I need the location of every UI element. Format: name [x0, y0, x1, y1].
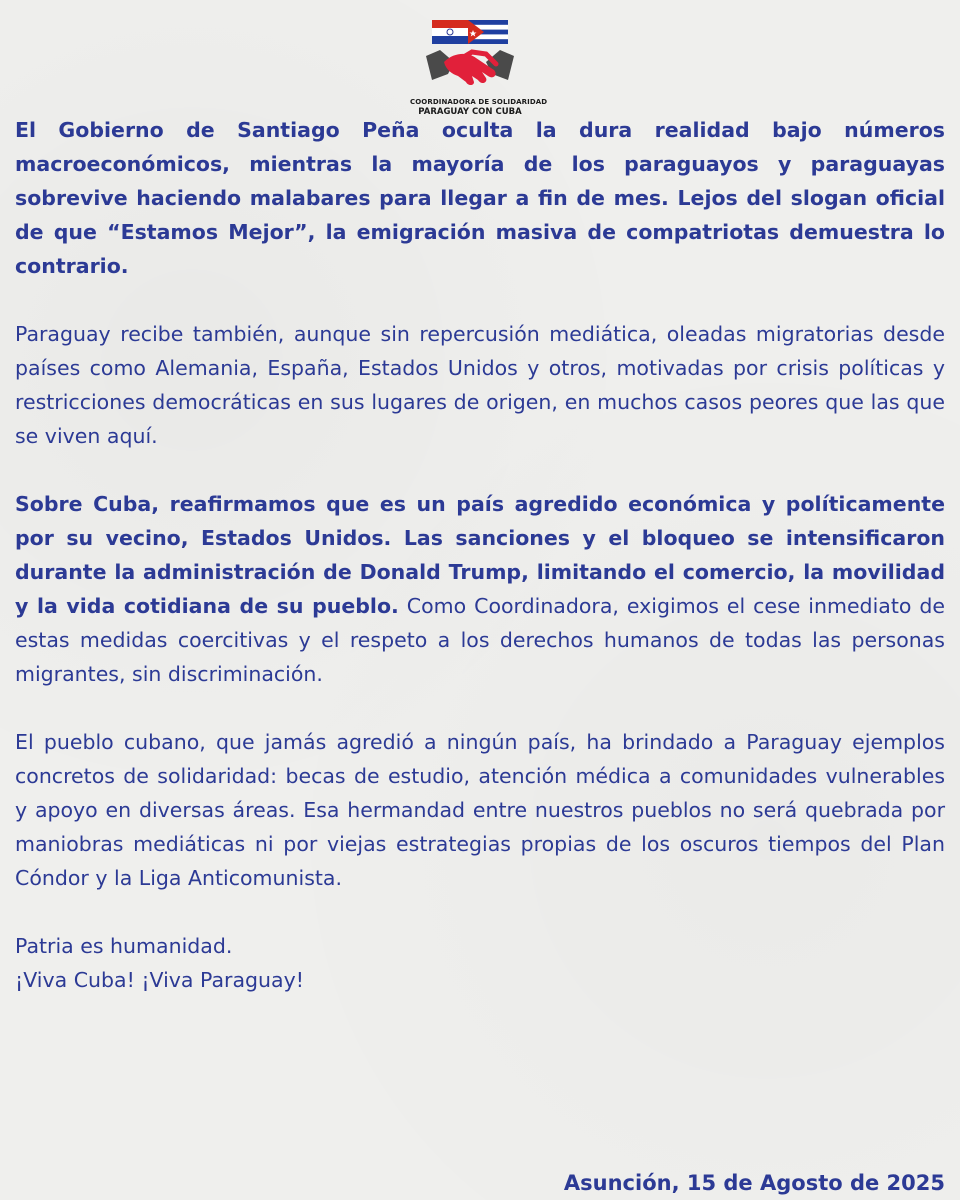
logo-subtitle: COORDINADORA DE SOLIDARIDAD	[410, 98, 548, 106]
cuba-flag-icon	[468, 20, 508, 44]
paragraph-4: El pueblo cubano, que jamás agredió a ningún país, ha brindado a Paraguay ejemplos concretos de solidaridad: becas de estudio, atención médica a comunidades vulnerables y apoyo en diversas áreas. Esa hermandad entre nuestros pueblos no será quebrada por maniobras mediáticas ni por viejas estrategias propias de los oscuros tiempos del Plan Cóndor y la Liga Anticomunista.	[15, 730, 945, 890]
signoff-line-2: ¡Viva Cuba! ¡Viva Paraguay!	[15, 968, 304, 992]
dateline: Asunción, 15 de Agosto de 2025	[563, 1171, 945, 1195]
paragraph-3-bold: Sobre Cuba, reafirmamos que es un país agredido económica y políticamente por su vecino, Estados Unidos. Las sanciones y el bloqueo se intensificaron durante la administración de Donald Trump, limitando el comercio, la movilidad y la vida cotidiana de su pueblo.	[15, 492, 945, 618]
handshake-icon	[426, 50, 514, 85]
paragraph-3	[15, 487, 945, 691]
organization-logo	[410, 14, 548, 117]
paraguay-flag-icon	[432, 20, 468, 44]
signoff	[15, 929, 945, 997]
paragraph-3-regular: Como Coordinadora, exigimos el cese inmediato de estas medidas coercitivas y el respeto a los derechos humanos de todas las personas migrantes, sin discriminación.	[15, 594, 945, 686]
paragraph-2: Paraguay recibe también, aunque sin repercusión mediática, oleadas migratorias desde países como Alemania, España, Estados Unidos y otros, motivadas por crisis políticas y restricciones democráticas en sus lugares de origen, en muchos casos peores que las que se viven aquí.	[15, 322, 945, 448]
signoff-line-1: Patria es humanidad.	[15, 934, 233, 958]
statement-body	[15, 113, 945, 997]
paragraph-1: El Gobierno de Santiago Peña oculta la dura realidad bajo números macroeconómicos, mientras la mayoría de los paraguayos y paraguayas sobrevive haciendo malabares para llegar a fin de mes. Lejos del slogan oficial de que “Estamos Mejor”, la emigración masiva de compatriotas demuestra lo contrario.	[15, 118, 945, 278]
logo-title: PARAGUAY CON CUBA	[418, 107, 522, 117]
